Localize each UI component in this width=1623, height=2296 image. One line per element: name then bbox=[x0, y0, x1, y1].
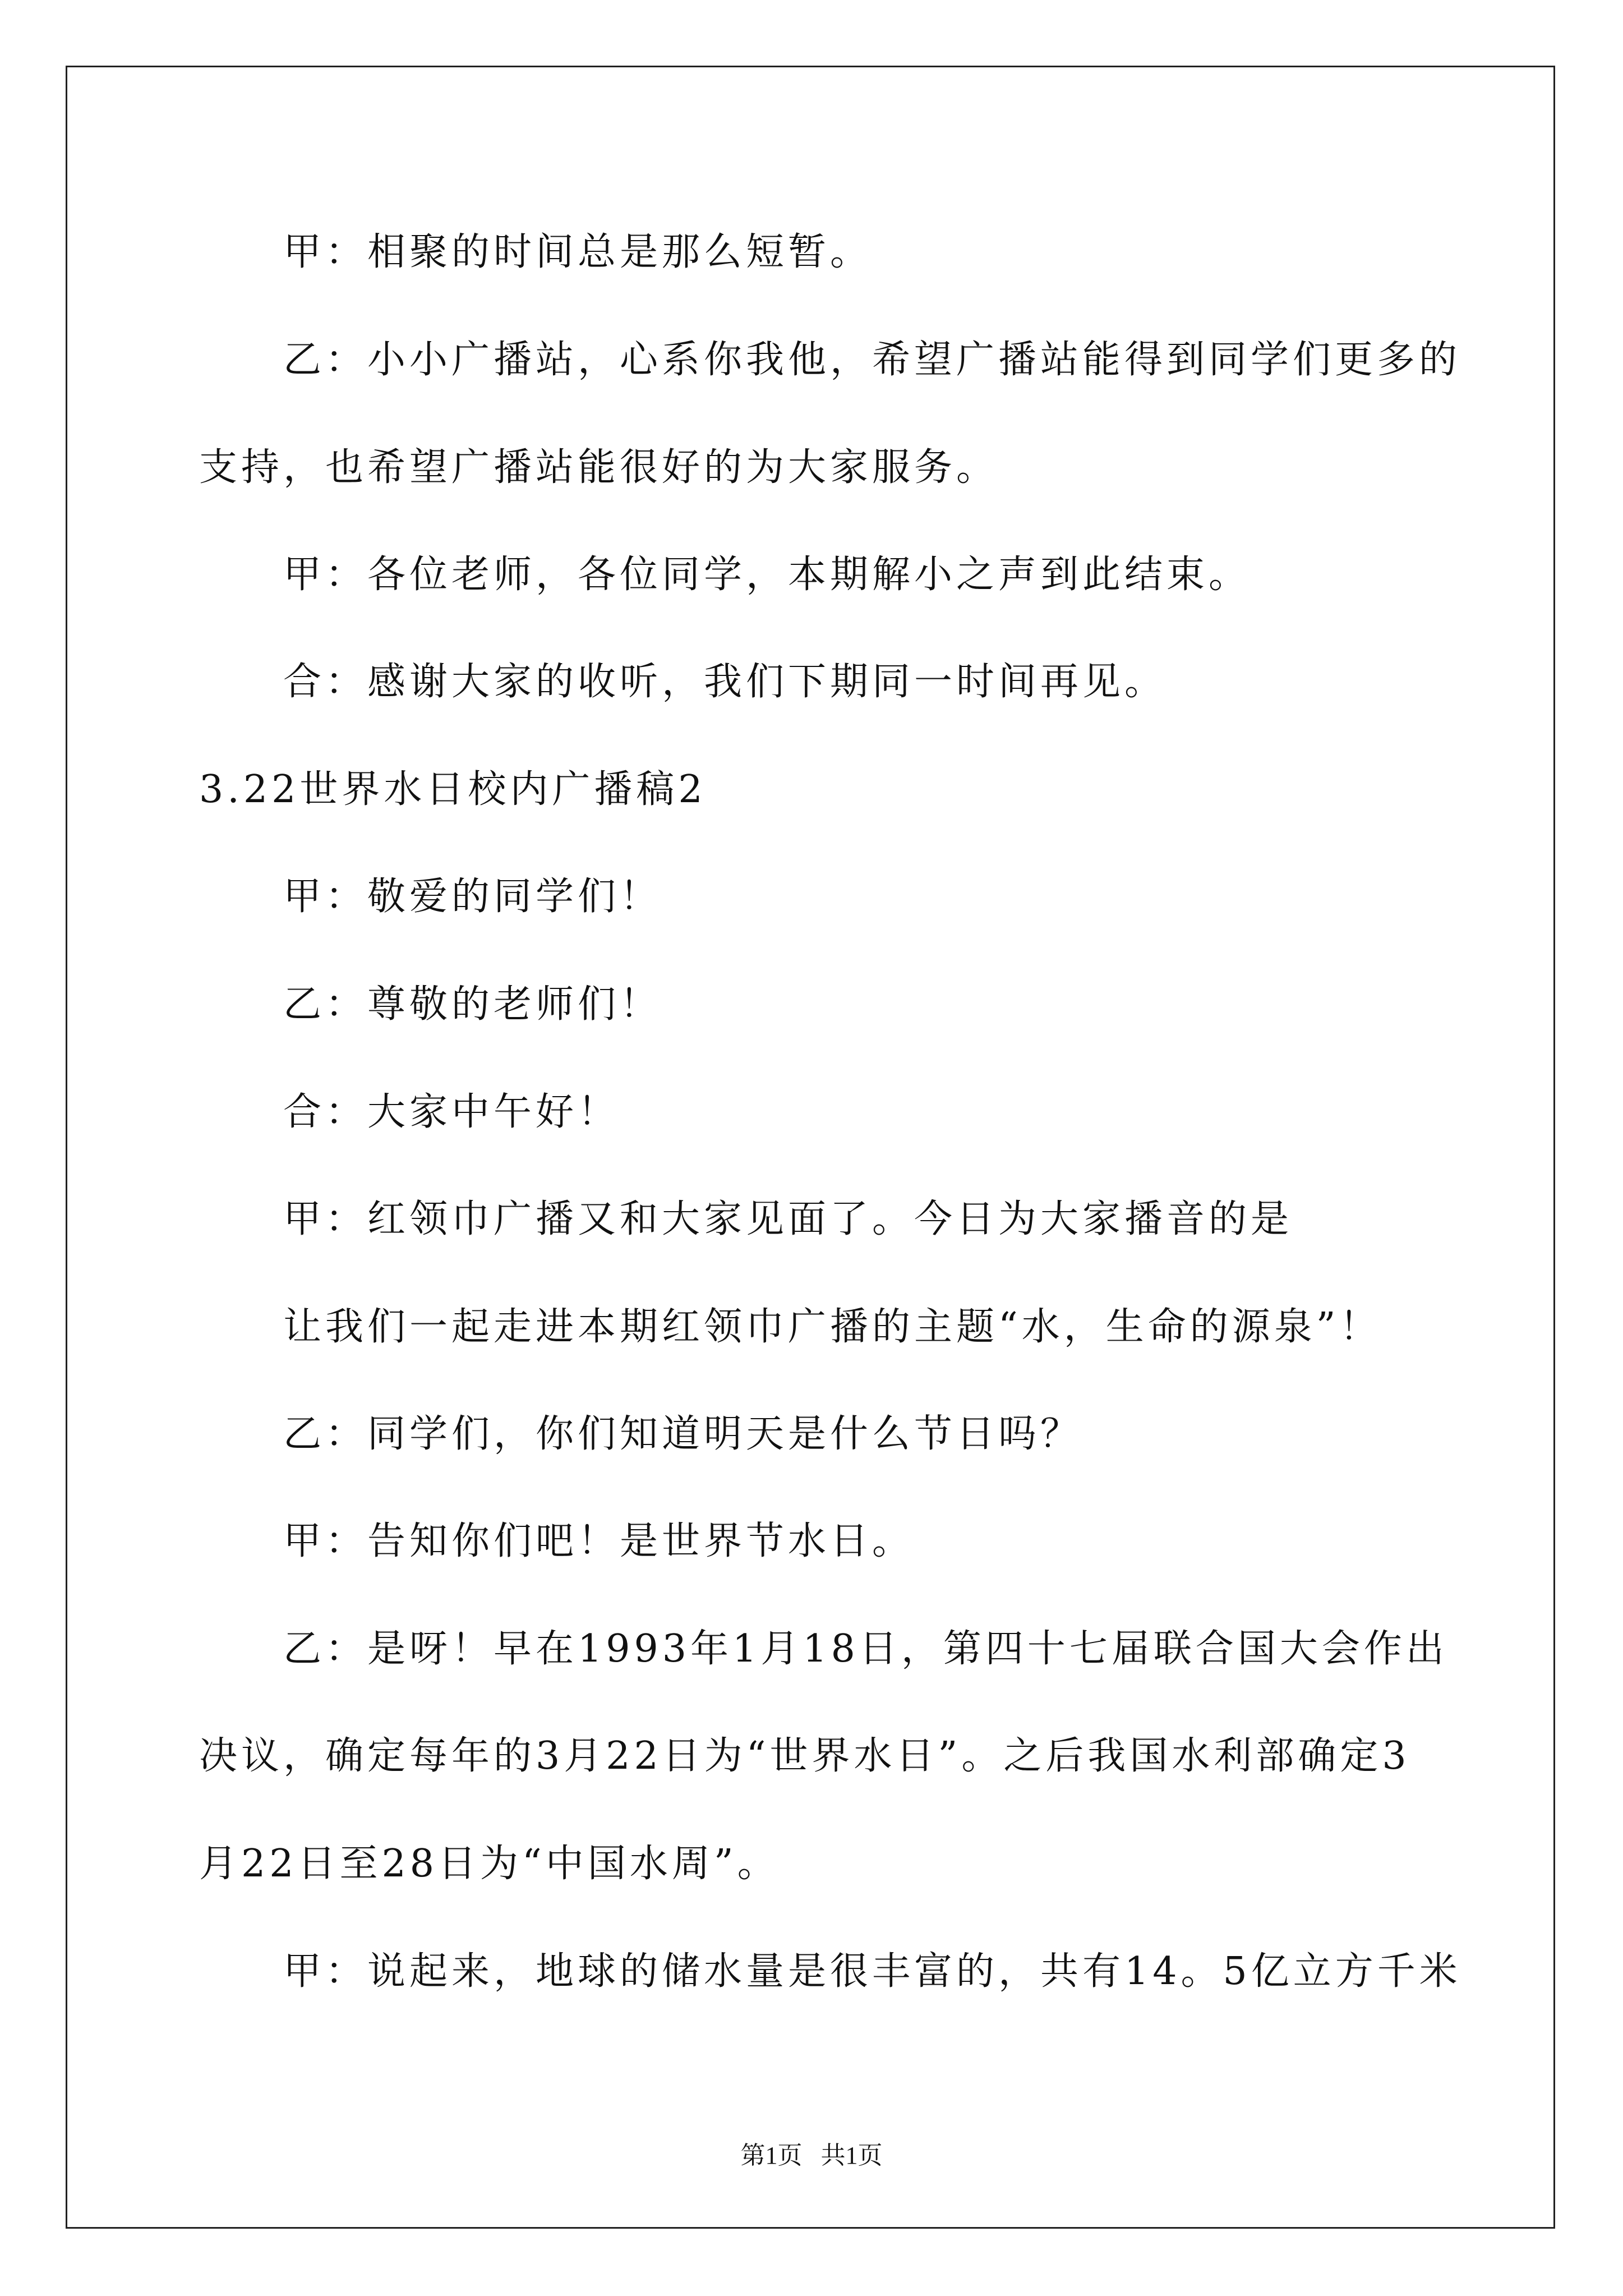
text-line: 乙：是呀！早在1993年1月18日，第四十七届联合国大会作出 bbox=[283, 1627, 1448, 1671]
text-line: 甲：告知你们吧！是世界节水日。 bbox=[283, 1519, 915, 1563]
text-line: 合：感谢大家的收听，我们下期同一时间再见。 bbox=[283, 660, 1167, 704]
section-heading: 3.22世界水日校内广播稿2 bbox=[199, 767, 707, 812]
text-line: 支持，也希望广播站能很好的为大家服务。 bbox=[199, 445, 999, 490]
text-line: 甲：相聚的时间总是那么短暂。 bbox=[283, 230, 873, 274]
text-line: 乙：尊敬的老师们！ bbox=[283, 982, 662, 1027]
text-line: 甲：说起来，地球的储水量是很丰富的，共有14。5亿立方千米 bbox=[283, 1949, 1461, 1994]
text-line: 甲：红领巾广播又和大家见面了。今日为大家播音的是 bbox=[283, 1197, 1293, 1241]
text-line: 决议，确定每年的3月22日为“世界水日”。之后我国水利部确定3 bbox=[199, 1734, 1410, 1778]
text-line: 合：大家中午好！ bbox=[283, 1090, 620, 1134]
text-line: 甲：敬爱的同学们！ bbox=[283, 875, 662, 919]
text-line: 甲：各位老师，各位同学，本期解小之声到此结束。 bbox=[283, 553, 1251, 597]
page-border bbox=[66, 66, 1555, 2229]
text-line: 让我们一起走进本期红领巾广播的主题“水，生命的源泉”！ bbox=[283, 1305, 1382, 1349]
text-line: 乙：小小广播站，心系你我他，希望广播站能得到同学们更多的 bbox=[283, 338, 1461, 382]
page-number-footer: 第1页 共1页 bbox=[740, 2142, 883, 2169]
text-line: 乙：同学们，你们知道明天是什么节日吗？ bbox=[283, 1412, 1083, 1456]
text-line: 月22日至28日为“中国水周”。 bbox=[199, 1842, 780, 1886]
